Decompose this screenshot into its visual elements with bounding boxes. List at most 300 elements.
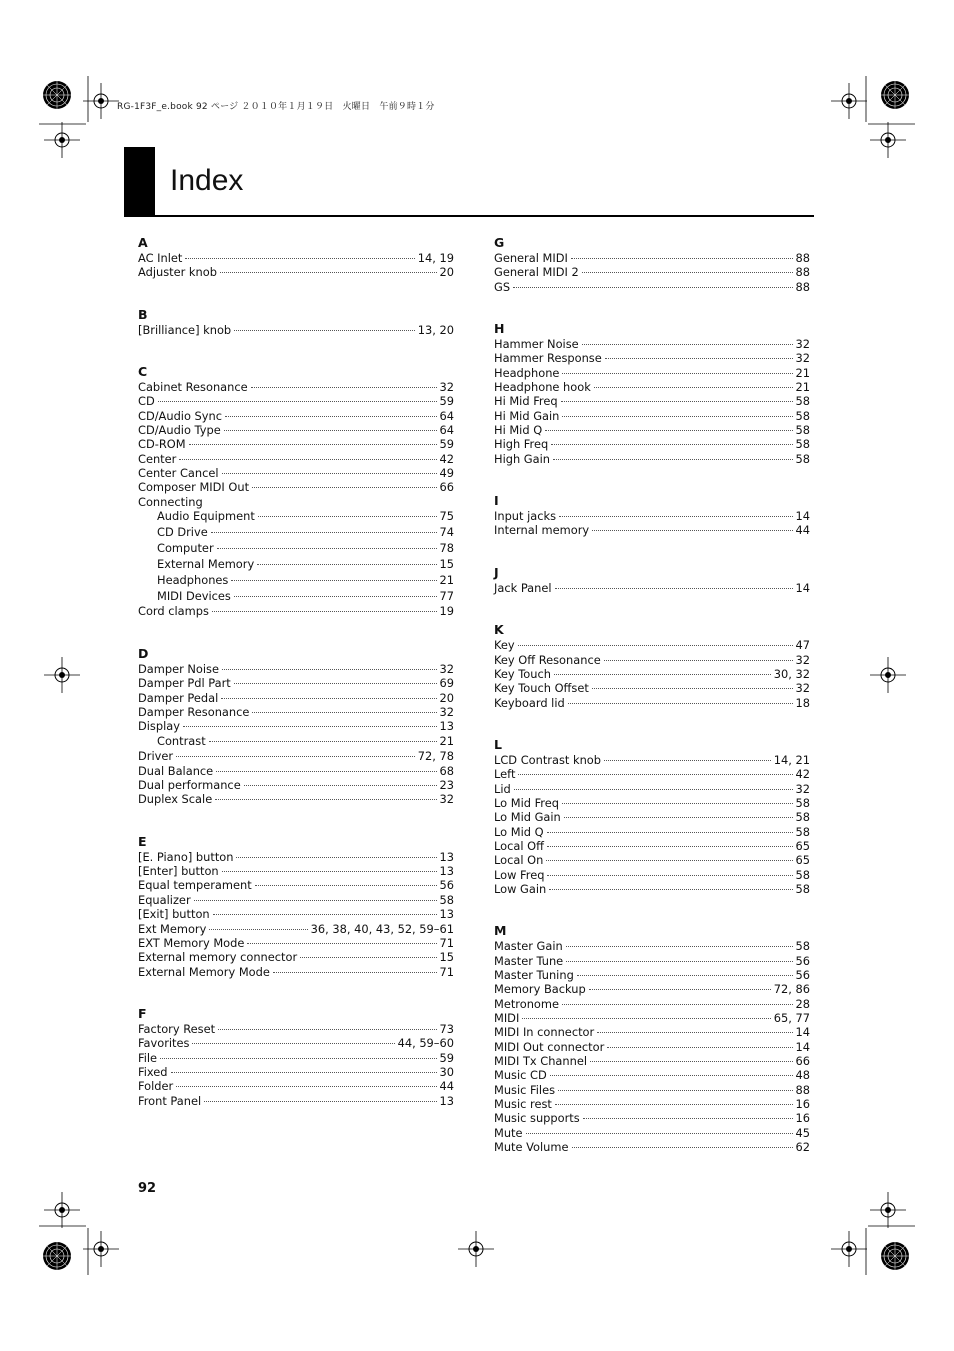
index-entry — [494, 351, 810, 365]
entry-pages: 14 — [795, 1039, 810, 1054]
entry-term: [Brilliance] knob — [138, 322, 232, 337]
entry-pages: 15 — [439, 556, 454, 571]
index-entry — [138, 589, 454, 605]
entry-term: Key — [494, 638, 515, 653]
entry-term: CD — [138, 394, 155, 409]
entry-term: AC Inlet — [138, 251, 183, 265]
dot-leader — [518, 645, 793, 646]
entry-term: External Memory Mode — [138, 964, 270, 979]
entry-term: Jack Panel — [494, 580, 552, 595]
index-entry — [494, 423, 810, 437]
index-entry — [494, 997, 810, 1011]
entry-pages: 58 — [795, 824, 810, 839]
dot-leader — [559, 516, 792, 517]
entry-term: Key Off Resonance — [494, 652, 601, 667]
index-section-h — [494, 320, 810, 466]
entry-term: Music Files — [494, 1082, 556, 1097]
dot-leader — [258, 516, 437, 517]
entry-pages: 21 — [795, 365, 810, 380]
dot-leader — [566, 946, 793, 947]
entry-term: Dual Balance — [138, 763, 214, 778]
dot-leader — [547, 832, 793, 833]
index-entry — [138, 509, 454, 525]
dot-leader — [605, 358, 793, 359]
entry-pages: 16 — [795, 1097, 810, 1112]
entry-pages: 13 — [439, 907, 454, 922]
section-letter: I — [494, 493, 499, 509]
index-entry — [138, 251, 454, 265]
dot-leader — [562, 373, 792, 374]
index-entry — [138, 495, 454, 509]
entry-term: MIDI Out connector — [494, 1039, 605, 1054]
index-section-a — [138, 234, 454, 280]
dot-leader — [522, 1018, 770, 1019]
index-entry — [494, 868, 810, 882]
entry-term: Hammer Noise — [494, 337, 579, 352]
entry-term: Memory Backup — [494, 982, 586, 997]
dot-leader — [555, 1104, 793, 1105]
dot-leader — [551, 444, 792, 445]
index-entry — [138, 850, 454, 864]
entry-term: Headphone — [494, 365, 560, 380]
entry-term: Low Freq — [494, 867, 545, 882]
dot-leader — [547, 846, 793, 847]
entry-pages: 42 — [439, 451, 454, 466]
dot-leader — [247, 943, 436, 944]
entry-pages: 28 — [795, 996, 810, 1011]
entry-pages: 32 — [439, 704, 454, 719]
dot-leader — [514, 789, 793, 790]
index-entry — [138, 437, 454, 451]
dot-leader — [558, 1090, 792, 1091]
entry-pages: 42 — [795, 767, 810, 782]
dot-leader — [217, 548, 437, 549]
entry-term: Headphone hook — [494, 380, 591, 395]
entry-pages: 65, 77 — [773, 1011, 810, 1026]
dot-leader — [564, 817, 793, 818]
page-title: Index — [170, 164, 244, 197]
dot-leader — [553, 459, 793, 460]
entry-pages: 62 — [795, 1140, 810, 1155]
entry-term: Damper Resonance — [138, 704, 250, 719]
index-entry — [494, 782, 810, 796]
entry-term: Connecting — [138, 494, 203, 509]
dot-leader — [549, 889, 792, 890]
entry-term: Lo Mid Q — [494, 824, 544, 839]
dot-leader — [589, 989, 771, 990]
entry-pages: 59 — [439, 1050, 454, 1065]
dot-leader — [300, 957, 436, 958]
entry-term: High Freq — [494, 437, 549, 452]
index-entry — [138, 965, 454, 979]
index-entry — [138, 705, 454, 719]
index-entry — [494, 437, 810, 451]
index-entry — [494, 1097, 810, 1111]
entry-term: [Enter] button — [138, 864, 219, 879]
entry-pages: 58 — [795, 795, 810, 810]
index-entry — [494, 882, 810, 896]
entry-term: Keyboard lid — [494, 695, 565, 710]
entry-term: Display — [138, 719, 180, 734]
index-entry — [138, 719, 454, 733]
dot-leader — [224, 430, 437, 431]
entry-term: Music rest — [494, 1097, 552, 1112]
entry-pages: 49 — [439, 466, 454, 481]
dot-leader — [577, 975, 793, 976]
index-entry — [494, 968, 810, 982]
index-entry — [138, 676, 454, 690]
entry-term: General MIDI — [494, 251, 568, 265]
index-entry — [138, 1065, 454, 1079]
entry-pages: 88 — [795, 1082, 810, 1097]
section-letter: H — [494, 321, 505, 337]
dot-leader — [209, 929, 307, 930]
index-entry — [494, 1040, 810, 1054]
dot-leader — [582, 344, 793, 345]
entry-pages: 88 — [795, 251, 810, 265]
entry-pages: 14 — [795, 580, 810, 595]
entry-term: High Gain — [494, 451, 550, 466]
entry-pages: 32 — [795, 652, 810, 667]
entry-term: Music CD — [494, 1068, 547, 1083]
index-entry — [494, 409, 810, 423]
entry-term: Key Touch Offset — [494, 681, 589, 696]
entry-pages: 13 — [439, 1093, 454, 1108]
entry-pages: 59 — [439, 437, 454, 452]
dot-leader — [185, 258, 414, 259]
entry-term: Mute — [494, 1125, 523, 1140]
dot-leader — [526, 1133, 793, 1134]
entry-pages: 77 — [439, 588, 454, 603]
index-entry — [494, 523, 810, 537]
entry-term: Adjuster knob — [138, 265, 217, 280]
entry-pages: 36, 38, 40, 43, 52, 59–61 — [310, 921, 454, 936]
entry-term: Damper Noise — [138, 661, 219, 676]
entry-term: Hi Mid Freq — [494, 394, 558, 409]
page-number: 92 — [138, 1181, 157, 1196]
index-entry — [138, 691, 454, 705]
section-letter: M — [494, 923, 507, 939]
section-letter: G — [494, 235, 505, 250]
entry-pages: 74 — [439, 525, 454, 540]
index-entry — [494, 1140, 810, 1154]
entry-term: Low Gain — [494, 881, 547, 896]
entry-term: Contrast — [157, 733, 206, 748]
index-entry — [494, 366, 810, 380]
dot-leader — [160, 1058, 436, 1059]
entry-term: MIDI Devices — [157, 588, 231, 603]
entry-pages: 32 — [795, 351, 810, 366]
dot-leader — [592, 530, 792, 531]
entry-term: Folder — [138, 1079, 174, 1094]
entry-term: Hammer Response — [494, 351, 602, 366]
entry-pages: 14, 19 — [417, 251, 454, 265]
entry-pages: 32 — [439, 792, 454, 807]
index-entry — [494, 982, 810, 996]
dot-leader — [221, 698, 436, 699]
dot-leader — [562, 803, 793, 804]
section-letter: J — [494, 564, 499, 580]
entry-term: MIDI — [494, 1011, 520, 1026]
entry-pages: 44 — [439, 1079, 454, 1094]
title-bar-block — [124, 147, 155, 217]
entry-term: Master Gain — [494, 939, 563, 954]
dot-leader — [555, 588, 793, 589]
index-entry — [494, 452, 810, 466]
section-letter: C — [138, 364, 148, 380]
entry-pages: 18 — [795, 695, 810, 710]
entry-pages: 66 — [439, 480, 454, 495]
entry-pages: 65 — [795, 838, 810, 853]
index-entry — [494, 681, 810, 695]
dot-leader — [604, 760, 771, 761]
entry-term: LCD Contrast knob — [494, 752, 601, 767]
dot-leader — [216, 771, 436, 772]
entry-pages: 19 — [439, 604, 454, 619]
entry-term: EXT Memory Mode — [138, 935, 245, 950]
dot-leader — [566, 961, 792, 962]
entry-term: External Memory — [157, 556, 255, 571]
entry-pages: 47 — [795, 638, 810, 653]
entry-pages: 13 — [439, 864, 454, 879]
entry-pages: 88 — [795, 279, 810, 294]
entry-term: Center Cancel — [138, 466, 219, 481]
entry-pages: 73 — [439, 1021, 454, 1036]
entry-pages: 58 — [795, 939, 810, 954]
entry-term: Hi Mid Gain — [494, 408, 560, 423]
entry-term: [Exit] button — [138, 907, 210, 922]
entry-pages: 71 — [439, 964, 454, 979]
index-entry — [138, 423, 454, 437]
dot-leader — [189, 444, 437, 445]
entry-pages: 32 — [439, 380, 454, 395]
index-entry — [494, 753, 810, 767]
entry-pages: 58 — [439, 892, 454, 907]
index-entry — [138, 1079, 454, 1093]
section-letter: L — [494, 736, 502, 752]
entry-term: Hi Mid Q — [494, 423, 543, 438]
entry-pages: 72, 78 — [417, 749, 454, 764]
entry-pages: 13, 20 — [417, 322, 454, 337]
entry-term: CD/Audio Sync — [138, 408, 223, 423]
dot-leader — [220, 272, 437, 273]
index-entry — [494, 696, 810, 710]
entry-pages: 56 — [795, 968, 810, 982]
entry-term: Ext Memory — [138, 921, 207, 936]
dot-leader — [222, 473, 437, 474]
index-entry — [494, 1068, 810, 1082]
dot-leader — [604, 660, 793, 661]
dot-leader — [204, 1101, 436, 1102]
index-section-g — [494, 234, 810, 294]
dot-leader — [568, 703, 793, 704]
entry-pages: 32 — [795, 781, 810, 796]
index-section-f — [138, 1005, 454, 1108]
entry-pages: 21 — [439, 572, 454, 587]
dot-leader — [255, 885, 437, 886]
entry-pages: 14, 21 — [773, 752, 810, 767]
entry-pages: 13 — [439, 719, 454, 734]
index-entry — [138, 734, 454, 750]
dot-leader — [547, 875, 792, 876]
entry-pages: 58 — [795, 451, 810, 466]
dot-leader — [222, 871, 437, 872]
entry-pages: 14 — [795, 509, 810, 524]
index-entry — [138, 394, 454, 408]
entry-pages: 21 — [795, 380, 810, 395]
index-section-i — [494, 492, 810, 538]
index-entry — [138, 907, 454, 921]
entry-pages: 68 — [439, 763, 454, 778]
entry-term: External memory connector — [138, 950, 298, 965]
entry-pages: 58 — [795, 423, 810, 438]
entry-term: Headphones — [157, 572, 229, 587]
entry-term: GS — [494, 279, 511, 294]
dot-leader — [176, 756, 415, 757]
dot-leader — [192, 1043, 394, 1044]
entry-term: Audio Equipment — [157, 509, 255, 524]
dot-leader — [257, 564, 436, 565]
index-section-e — [138, 833, 454, 979]
section-letter: E — [138, 833, 147, 849]
index-entry — [494, 337, 810, 351]
index-entry — [494, 380, 810, 394]
dot-leader — [590, 1061, 792, 1062]
entry-term: Key Touch — [494, 666, 551, 681]
entry-term: Center — [138, 451, 177, 466]
dot-leader — [513, 287, 792, 288]
entry-pages: 16 — [795, 1111, 810, 1126]
index-entry — [494, 1011, 810, 1025]
index-entry — [138, 604, 454, 618]
index-entry — [494, 810, 810, 824]
index-entry — [138, 878, 454, 892]
section-letter: D — [138, 645, 149, 661]
index-entry — [494, 1083, 810, 1097]
entry-pages: 13 — [439, 849, 454, 864]
entry-term: Cabinet Resonance — [138, 380, 248, 395]
index-entry — [138, 792, 454, 806]
entry-term: Dual performance — [138, 778, 241, 793]
index-entry — [138, 409, 454, 423]
entry-term: CD Drive — [157, 525, 208, 540]
index-entry — [494, 954, 810, 968]
index-entry — [138, 1036, 454, 1050]
dot-leader — [518, 774, 792, 775]
entry-term: Front Panel — [138, 1093, 202, 1108]
index-entry — [494, 1126, 810, 1140]
index-entry — [138, 1051, 454, 1065]
entry-pages: 66 — [795, 1054, 810, 1069]
entry-term: Equalizer — [138, 892, 191, 907]
entry-pages: 44 — [795, 523, 810, 538]
dot-leader — [183, 726, 437, 727]
index-entry — [494, 265, 810, 279]
entry-pages: 59 — [439, 394, 454, 409]
index-entry — [494, 653, 810, 667]
dot-leader — [176, 1086, 436, 1087]
entry-pages: 64 — [439, 408, 454, 423]
entry-term: MIDI In connector — [494, 1025, 595, 1040]
index-entry — [138, 557, 454, 573]
index-section-m — [494, 922, 810, 1154]
entry-pages: 64 — [439, 423, 454, 438]
index-entry — [138, 1094, 454, 1108]
entry-pages: 71 — [439, 935, 454, 950]
entry-pages: 72, 86 — [773, 982, 810, 997]
dot-leader — [212, 611, 437, 612]
dot-leader — [546, 860, 792, 861]
entry-pages: 56 — [795, 953, 810, 968]
index-entry — [494, 1111, 810, 1125]
entry-term: Favorites — [138, 1036, 190, 1051]
section-letter: F — [138, 1005, 147, 1021]
entry-pages: 58 — [795, 810, 810, 825]
index-entry — [494, 251, 810, 265]
index-entry — [494, 853, 810, 867]
entry-pages: 58 — [795, 408, 810, 423]
dot-leader — [572, 1147, 793, 1148]
dot-leader — [222, 669, 437, 670]
entry-term: Left — [494, 767, 516, 782]
dot-leader — [571, 258, 793, 259]
index-entry — [138, 662, 454, 676]
dot-leader — [213, 914, 437, 915]
entry-term: Driver — [138, 749, 174, 764]
index-entry — [138, 452, 454, 466]
entry-term: MIDI Tx Channel — [494, 1054, 588, 1069]
entry-term: Computer — [157, 540, 214, 555]
entry-term: Equal temperament — [138, 878, 252, 893]
dot-leader — [225, 416, 436, 417]
entry-term: Composer MIDI Out — [138, 480, 250, 495]
entry-pages: 30, 32 — [773, 666, 810, 681]
index-entry — [494, 767, 810, 781]
entry-pages: 45 — [795, 1125, 810, 1140]
entry-pages: 32 — [795, 681, 810, 696]
entry-pages: 78 — [439, 540, 454, 555]
entry-term: Internal memory — [494, 523, 590, 538]
index-entry — [138, 749, 454, 763]
entry-term: CD/Audio Type — [138, 423, 221, 438]
dot-leader — [244, 785, 437, 786]
entry-pages: 15 — [439, 950, 454, 965]
index-section-d — [138, 645, 454, 807]
dot-leader — [194, 900, 437, 901]
entry-pages: 56 — [439, 878, 454, 893]
index-entry — [138, 893, 454, 907]
index-entry — [494, 280, 810, 294]
dot-leader — [562, 416, 792, 417]
section-letter: A — [138, 235, 148, 250]
dot-leader — [273, 972, 437, 973]
entry-term: CD-ROM — [138, 437, 186, 452]
index-entry — [494, 1025, 810, 1039]
entry-term: Lo Mid Freq — [494, 795, 559, 810]
entry-pages: 30 — [439, 1064, 454, 1079]
index-entry — [138, 541, 454, 557]
index-entry — [494, 509, 810, 523]
dot-leader — [597, 1032, 792, 1033]
index-entry — [138, 323, 454, 337]
section-letter: K — [494, 622, 504, 638]
dot-leader — [158, 401, 437, 402]
dot-leader — [231, 580, 436, 581]
entry-term: Lid — [494, 781, 511, 796]
entry-term: [E. Piano] button — [138, 849, 234, 864]
entry-pages: 32 — [439, 661, 454, 676]
entry-pages: 48 — [795, 1068, 810, 1083]
